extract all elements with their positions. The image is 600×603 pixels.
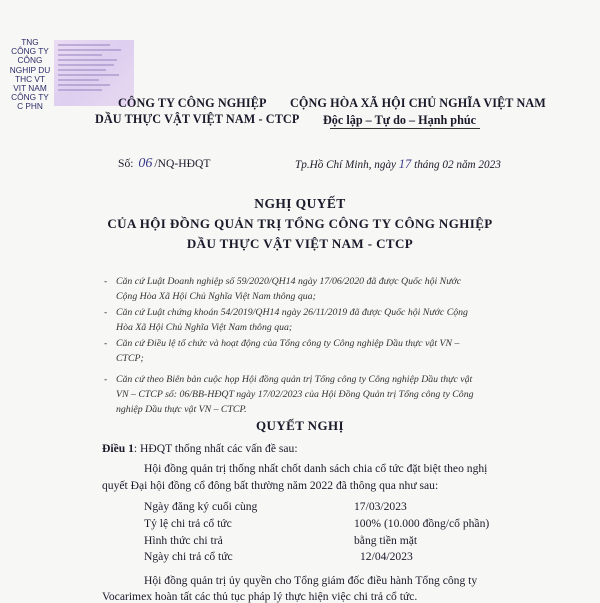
place-date: Tp.Hồ Chí Minh, ngày 17 tháng 02 năm 2023 [295,157,501,171]
handwritten-day: 17 [398,157,412,171]
table-row-label: Tỷ lệ chi trả cổ tức [144,517,232,530]
document-subtitle-line2: DẦU THỰC VẬT VIỆT NAM - CTCP [186,236,414,251]
article-1-paragraph-cont: quyết Đại hội đồng cổ đông bất thường năm 2022 đã thông qua như sau: [102,479,439,492]
document-number: Số: 06 /NQ-HĐQT [118,156,211,171]
stamp-text: TNG CÔNG TY CÔNG NGHIP DU THC VT VIT NAM CÔNG TY C PHN [9,37,51,112]
document-title: NGHỊ QUYẾT [254,196,346,211]
table-row-value: 12/04/2023 [360,550,413,563]
motto-underline [330,128,480,129]
table-row-value: 17/03/2023 [354,500,407,513]
company-name-line1: CÔNG TY CÔNG NGHIỆP [118,96,267,110]
article-1-authorization-cont: Vocarimex hoàn tất các thủ tục pháp lý thực hiện việc chi trả cổ tức. [102,590,418,603]
motto: Độc lập – Tự do – Hạnh phúc [323,113,477,127]
document-subtitle-line1: CỦA HỘI ĐỒNG QUẢN TRỊ TỔNG CÔNG TY CÔNG NGHIỆP [107,216,493,231]
resolution-heading: QUYẾT NGHỊ [256,418,344,433]
resolution-document: TNG CÔNG TY CÔNG NGHIP DU THC VT VIT NAM CÔNG TY C PHN CÔNG TY CÔNG NGHIỆP DẦU THỰC VẬT VIỆT NAM - CTCP CỘNG HÒA XÃ HỘI CHỦ NGHĨA VIỆT NAM Độc lập – Tự do – Hạnh phúc Số: 06 /NQ-HĐQT Tp.Hồ Chí Minh, ngày 17 tháng 02 năm 2023 NGHỊ QUYẾT CỦA HỘI ĐỒNG QUẢN TRỊ TỔNG CÔNG TY CÔNG NGHIỆP DẦU THỰC VẬT VIỆT NAM - CTCP - Căn cứ Luật Doanh nghiệp số 59/2020/QH14 ngày 17/06/2020 đã được Quốc hội Nước Cộng Hòa Xã Hội Chủ Nghĩa Việt Nam thông qua; - Căn cứ Luật chứng khoán 54/2019/QH14 ngày 26/11/2019 đã được Quốc hội Nước Cộng Hòa Xã Hội Chủ Nghĩa Việt Nam thông qua; - Căn cứ Điều lệ tổ chức và hoạt động của Tổng công ty Công nghiệp Dầu thực vật VN – CTCP; - Căn cứ theo Biên bản cuộc họp Hội đồng quản trị Tổng công ty Công nghiệp Dầu thực vật VN – CTCP số: 06/BB-HĐQT ngày 17/02/2023 của Hội Đồng Quản trị Tổng công ty Công nghiệp Dầu thực vật VN – CTCP. QUYẾT NGHỊ Điều 1: HĐQT thống nhất các vấn đề sau: Hội đồng quản trị thống nhất chốt danh sách chia cổ tức đặt biệt theo nghị quyết Đại hội đồng cổ đông bất thường năm 2022 đã thông qua như sau: Ngày đăng ký cuối cùng 17/03/2023 Tỷ lệ chi trả cổ tức 100% (10.000 đồng/cổ phần) Hình thức chi trả bằng tiền mặt Ngày chi trả cổ tức 12/04/2023 Hội đồng quản trị ủy quyền cho Tổng giám đốc điều hành Tổng công ty Vocarimex hoàn tất các thủ tục pháp lý thực hiện việc chi trả cổ tức. [0,0,600,600]
table-row-value: bằng tiền mặt [354,534,418,547]
table-row-label: Ngày chi trả cổ tức [144,550,233,563]
table-row-label: Ngày đăng ký cuối cùng [144,500,258,513]
table-row-value: 100% (10.000 đồng/cổ phần) [354,517,490,530]
handwritten-number: 06 [138,156,153,171]
company-name-line2: DẦU THỰC VẬT VIỆT NAM - CTCP [95,112,300,126]
republic-title: CỘNG HÒA XÃ HỘI CHỦ NGHĨA VIỆT NAM [290,96,546,110]
table-row-label: Hình thức chi trả [144,534,223,547]
article-1-authorization: Hội đồng quản trị ủy quyền cho Tổng giám đốc điều hành Tổng công ty [144,574,478,587]
article-1-paragraph: Hội đồng quản trị thống nhất chốt danh sách chia cổ tức đặt biệt theo nghị [144,462,488,475]
article-1-heading: Điều 1: HĐQT thống nhất các vấn đề sau: [102,442,298,455]
